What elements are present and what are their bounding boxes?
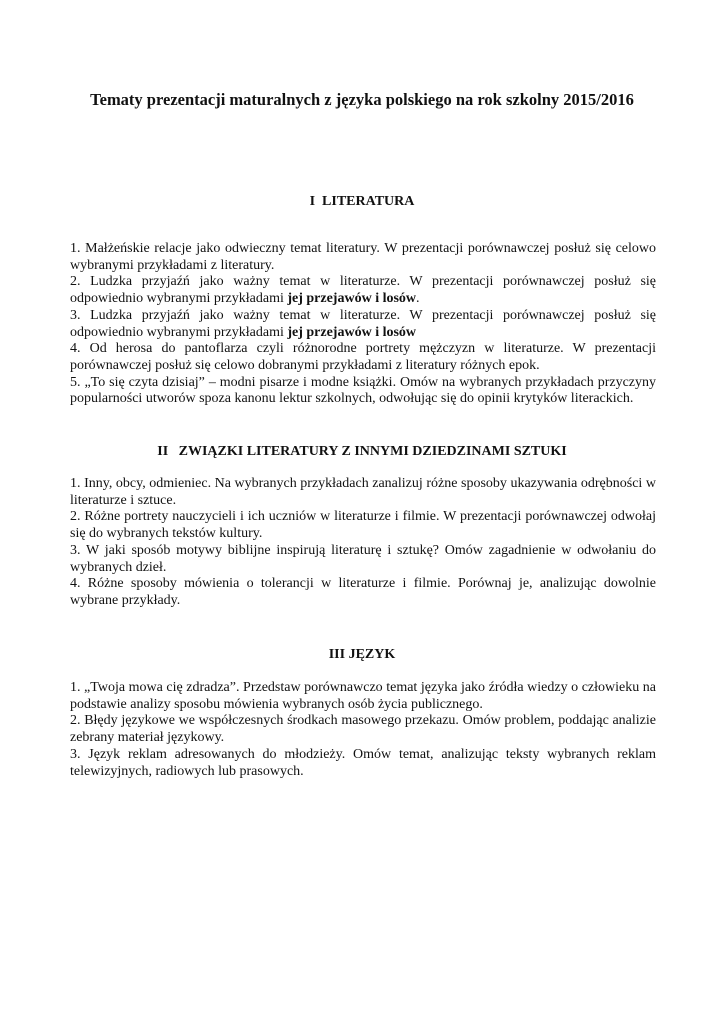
section-list-jezyk	[70, 680, 656, 780]
list-item: 2. Różne portrety nauczycieli i ich uczniów w literaturze i filmie. W prezentacji porównawczej odwołaj się do wybranych tekstów kultury.	[70, 509, 656, 542]
list-item: 3. W jaki sposób motywy biblijne inspirują literaturę i sztukę? Omów zagadnienie w odwołaniu do wybranych dzieł.	[70, 542, 656, 575]
list-item: 3. Język reklam adresowanych do młodzieży. Omów temat, analizując teksty wybranych reklam telewizyjnych, radiowych lub prasowych.	[70, 746, 656, 779]
list-item: 2. Błędy językowe we współczesnych środkach masowego przekazu. Omów problem, poddając analizie zebrany materiał językowy.	[70, 713, 656, 746]
list-item: 5. „To się czyta dzisiaj” – modni pisarze i modne książki. Omów na wybranych przykładach przyczyny popularności utworów spoza kanonu lektur szkolnych, odwołując się do opinii krytyków literackich.	[70, 374, 656, 407]
section-list-literatura	[70, 241, 656, 408]
section-list-zwiazki	[70, 476, 656, 610]
emphasis-text: jej przejawów i losów	[287, 324, 417, 340]
section-heading-zwiazki: II ZWIĄZKI LITERATURY Z INNYMI DZIEDZINAMI SZTUKI	[157, 444, 567, 459]
list-item: 4. Różne sposoby mówienia o tolerancji w literaturze i filmie. Porównaj je, analizując dowolnie wybrane przykłady.	[70, 576, 656, 608]
list-item: 1. „Twoja mowa cię zdradza”. Przedstaw porównawczo temat języka jako źródła wiedzy o człowieku na podstawie analizy sposobu mówienia wybranych osób życia publicznego.	[70, 680, 656, 712]
section-heading-jezyk: III JĘZYK	[328, 647, 396, 662]
list-item: 1. Małżeńskie relacje jako odwieczny temat literatury. W prezentacji porównawczej posłuż się celowo wybranymi przykładami z literatury.	[70, 241, 656, 273]
list-item: 1. Inny, obcy, odmieniec. Na wybranych przykładach zanalizuj różne sposoby ukazywania odrębności w literaturze i sztuce.	[70, 476, 656, 508]
list-item: 3. Ludzka przyjaźń jako ważny temat w literaturze. W prezentacji porównawczej posłuż się odpowiednio wybranymi przykładami jej przejawów i losów	[70, 307, 656, 340]
emphasis-text: jej przejawów i losów	[287, 291, 417, 307]
section-heading-literatura: I LITERATURA	[309, 194, 415, 209]
list-item: 4. Od herosa do pantoflarza czyli różnorodne portrety mężczyzn w literaturze. W prezentacji porównawczej posłuż się celowo dobranymi przykładami z literatury różnych epok.	[70, 341, 656, 373]
document-title: Tematy prezentacji maturalnych z języka polskiego na rok szkolny 2015/2016	[90, 90, 634, 109]
list-item: 2. Ludzka przyjaźń jako ważny temat w literaturze. W prezentacji porównawczej posłuż się odpowiednio wybranymi przykładami jej przejawów i losów.	[70, 274, 656, 307]
